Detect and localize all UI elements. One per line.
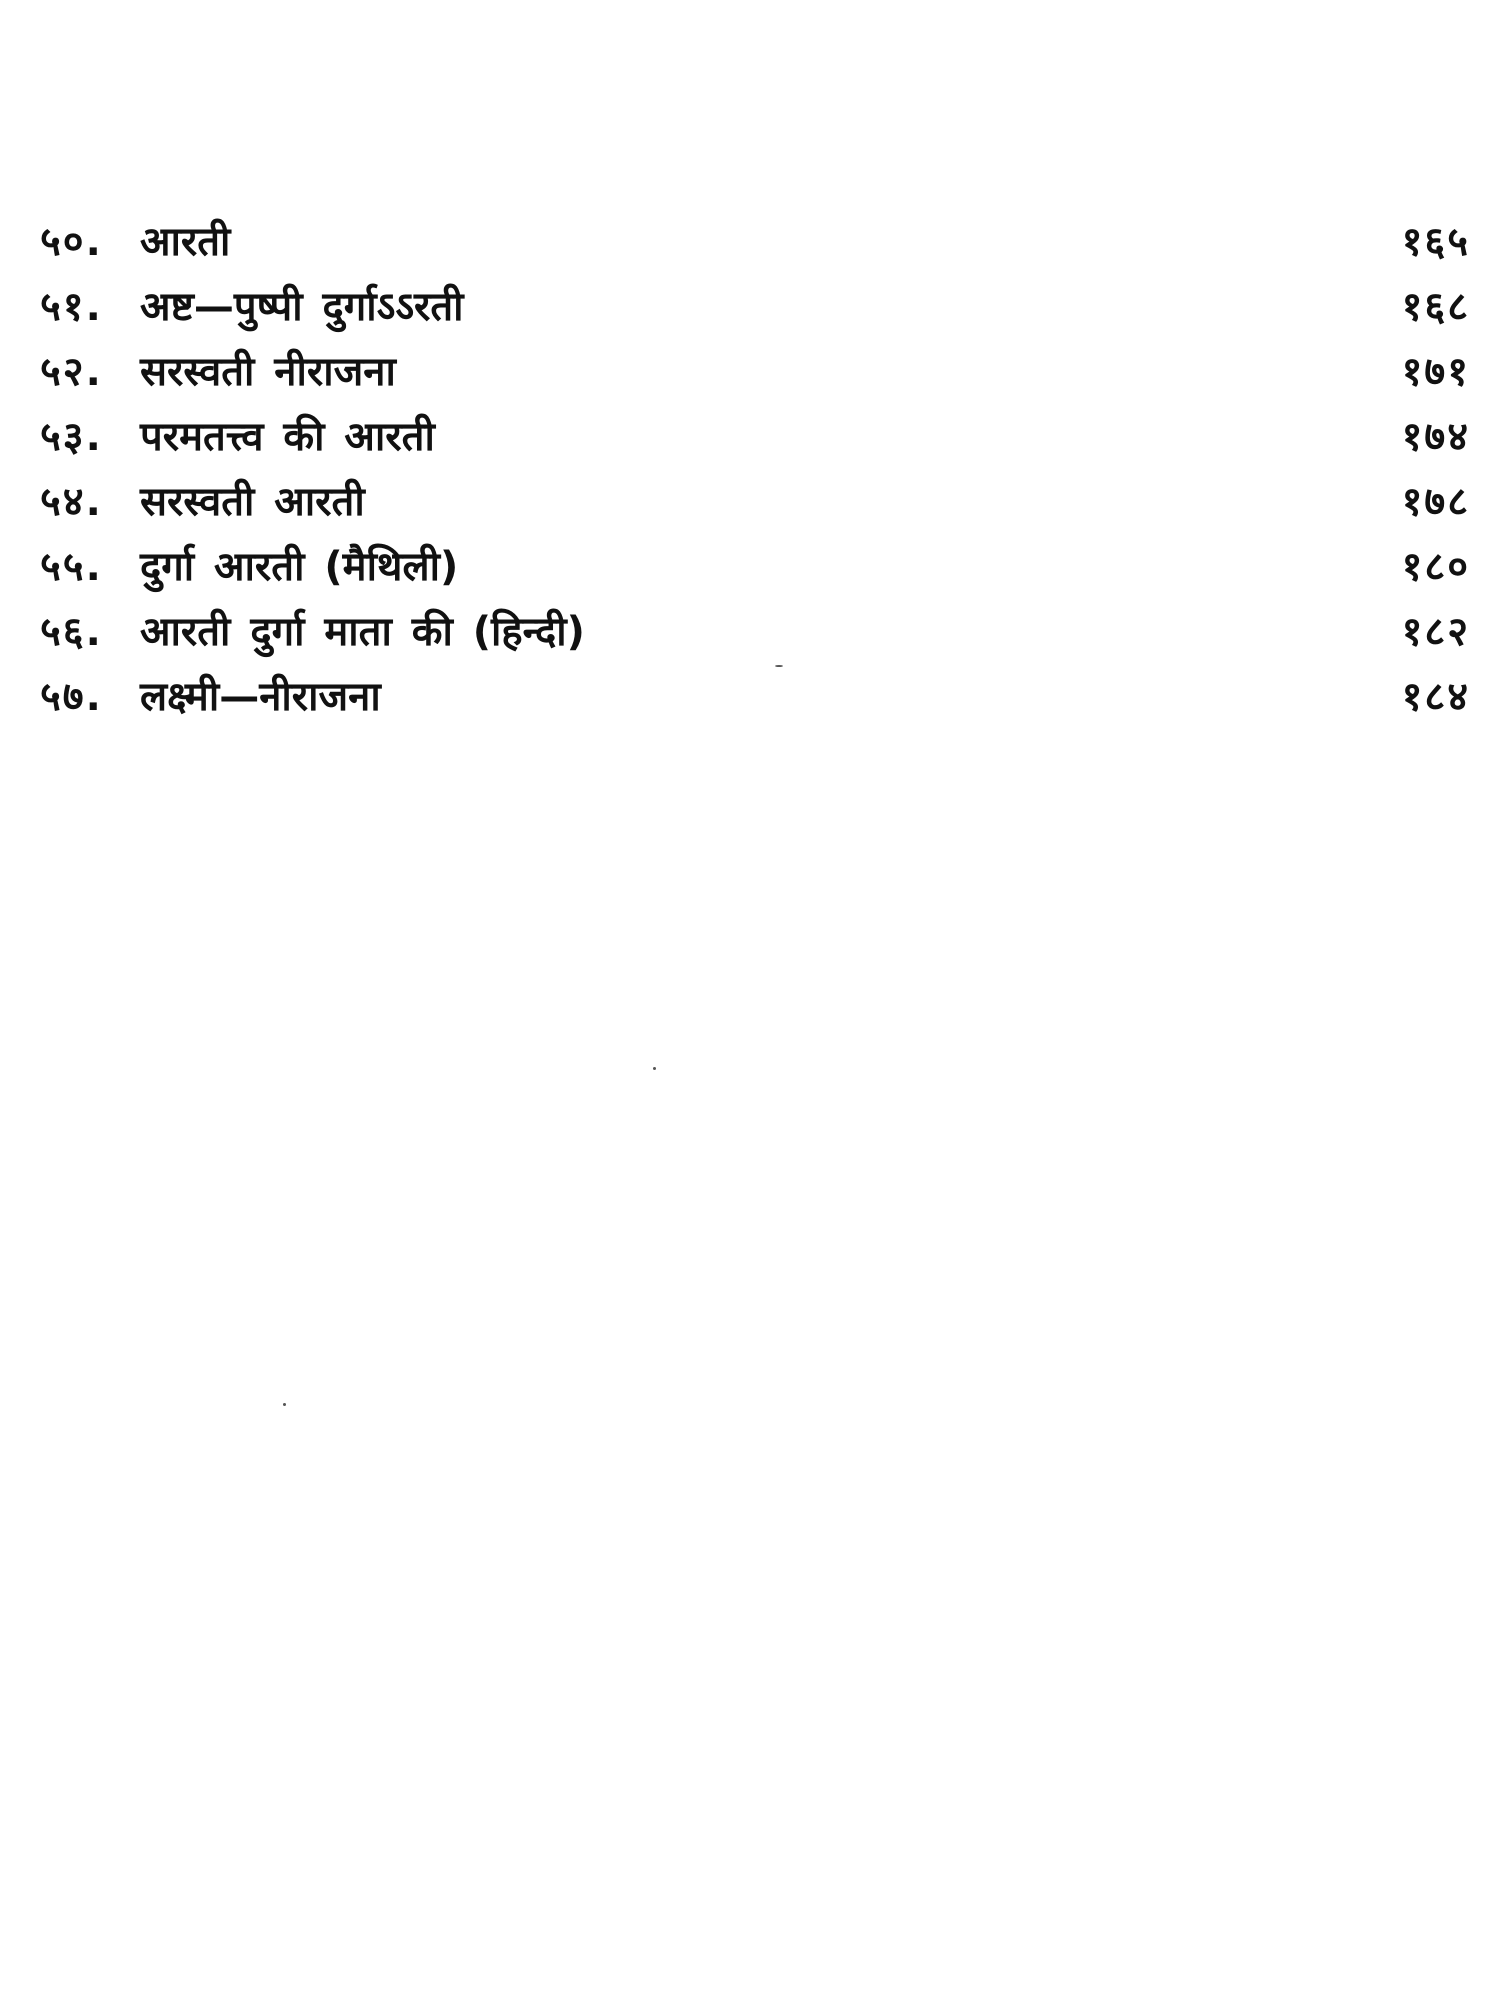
toc-entry-page: १८२ — [1401, 609, 1470, 655]
toc-entry-number: ५४. — [40, 479, 103, 525]
toc-entry-title: आरती — [140, 219, 231, 265]
toc-entry[interactable] — [40, 210, 1470, 275]
toc-entry-page: १८० — [1401, 544, 1470, 590]
toc-entry[interactable] — [40, 470, 1470, 535]
toc-entry-number: ५०. — [40, 219, 103, 265]
toc-entry-title: सरस्वती आरती — [140, 479, 365, 525]
scan-speck — [775, 665, 783, 667]
toc-entry-page: १७८ — [1401, 479, 1470, 525]
toc-entry[interactable] — [40, 535, 1470, 600]
toc-entry-number: ५७. — [40, 674, 103, 720]
toc-entry[interactable] — [40, 405, 1470, 470]
toc-entry-title: दुर्गा आरती (मैथिली) — [140, 544, 459, 590]
toc-entry[interactable] — [40, 600, 1470, 665]
toc-entry-title: परमतत्त्व की आरती — [140, 414, 435, 460]
toc-entry[interactable] — [40, 340, 1470, 405]
toc-entry-title: अष्ट—पुष्पी दुर्गाऽऽरती — [140, 284, 464, 330]
toc-entry-number: ५३. — [40, 414, 103, 460]
scan-speck — [283, 1403, 286, 1406]
toc-entry-page: १८४ — [1401, 674, 1470, 720]
toc-entry-page: १६८ — [1401, 284, 1470, 330]
toc-entry-page: १७४ — [1401, 414, 1470, 460]
scan-speck — [653, 1067, 656, 1070]
toc-entry-title: आरती दुर्गा माता की (हिन्दी) — [140, 609, 585, 655]
toc-entry[interactable] — [40, 665, 1470, 730]
toc-entry-page: १७१ — [1401, 349, 1470, 395]
toc-entry[interactable] — [40, 275, 1470, 340]
toc-entry-title: सरस्वती नीराजना — [140, 349, 396, 395]
toc-entry-title: लक्ष्मी—नीराजना — [140, 674, 381, 720]
toc-entry-number: ५१. — [40, 284, 103, 330]
toc-entry-number: ५२. — [40, 349, 103, 395]
toc-entry-number: ५५. — [40, 544, 103, 590]
toc-entry-number: ५६. — [40, 609, 103, 655]
toc-entry-page: १६५ — [1401, 219, 1470, 265]
table-of-contents — [40, 210, 1470, 730]
